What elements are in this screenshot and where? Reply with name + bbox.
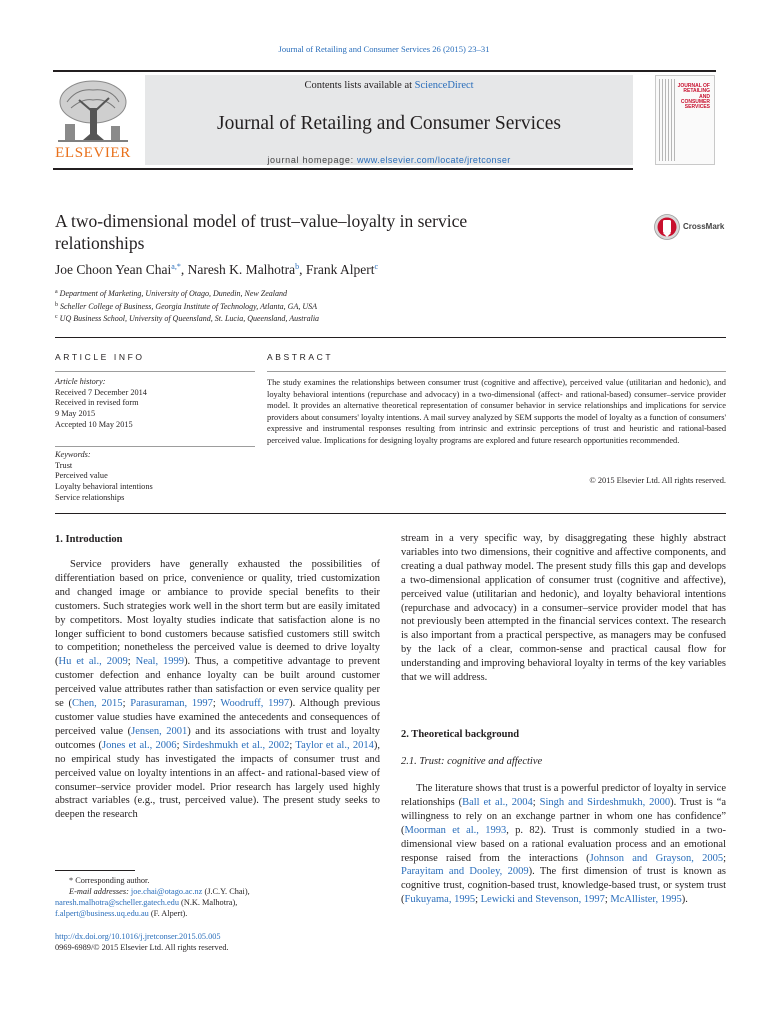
author-affil-marks[interactable]: b [295,262,300,271]
citation-link[interactable]: Parayitam and Dooley, 2009 [401,866,529,878]
cover-line: SERVICES [684,104,710,110]
email-line [55,886,380,897]
cover-line: RETAILING [683,88,710,95]
page-footer [55,931,380,953]
citation-link[interactable]: Hu et al., 2009 [58,656,128,668]
section-heading-introduction: 1. Introduction [55,534,123,545]
citation-link[interactable]: Parasuraman, 1997 [130,698,213,710]
body-text: ), no empirical study has investigated the impacts of consumer trust and perceived value on loyalty intentions in an affect- and rational-based view of consumer–service provider model. Prior research has largely used highly abstract variables (e.g., trust, perceived value). The present study seeks to deepen the research [55,739,380,821]
citation-link[interactable]: McAllister, 1995 [610,894,682,906]
journal-citation-link[interactable]: Journal of Retailing and Consumer Services 26 (2015) 23–31 [278,44,490,54]
corresponding-author-note: * Corresponding author. [69,876,150,885]
body-text: ). Trust is “a willingness to rely on an exchange partner in whom one has confidence” ( [401,796,727,836]
publisher-name: ELSEVIER [55,145,131,161]
subsection-heading-trust: 2.1. Trust: cognitive and affective [401,756,543,767]
body-text: ). Although previous customer value studies have examined the antecedents and consequences of perceived value ( [55,698,381,737]
crossmark-badge[interactable] [654,212,734,242]
author-separator: , [180,262,188,277]
affil-text: Department of Marketing, University of Otago, Dunedin, New Zealand [59,289,287,298]
contents-line [145,80,633,91]
section-heading-theoretical-background: 2. Theoretical background [401,729,520,740]
author-affil-marks[interactable]: a,* [171,262,181,271]
history-line: Received in revised form [55,398,139,408]
doi-link[interactable]: http://dx.doi.org/10.1016/j.jretconser.2015.05.005 [55,932,221,941]
masthead-banner [145,75,633,165]
citation-link[interactable]: Jones et al., 2006 [102,739,177,751]
keyword-item: Trust [55,460,73,470]
body-text: The literature shows that trust is a powerful predictor of loyalty in service relationships ( [401,783,726,808]
footnote-rule [55,870,135,871]
body-text: ) and its associations with trust and loyalty outcomes ( [55,725,380,751]
email-link[interactable]: naresh.malhotra@scheller.gatech.edu [55,898,179,907]
keywords-rule [55,446,255,447]
citation-link[interactable]: Sirdeshmukh et al., 2002 [182,739,290,751]
article-history [55,377,255,431]
cover-line: AND [699,93,710,100]
affiliation-item [55,300,655,313]
author-name: Joe Choon Yean Chai [55,262,172,277]
article-title [55,210,615,254]
front-matter-rule [55,337,726,338]
crossmark-label: CrossMark [683,222,725,231]
keyword-item: Perceived value [55,471,108,481]
abstract-heading: ABSTRACT [267,352,334,362]
sciencedirect-link[interactable]: ScienceDirect [414,80,474,91]
cover-line: JOURNAL OF [677,83,710,89]
body-top-rule [55,513,726,514]
masthead-bottom-rule [53,168,633,170]
body-text: ). The first dimension of trust is known as cognitive trust, cognition-based trust, knowledge-based trust, or system trust ( [401,866,726,906]
affil-text: UQ Business School, University of Queensland, St. Lucia, Queensland, Australia [59,314,320,323]
affil-mark: b [55,301,58,308]
left-column-body [55,558,380,822]
affiliation-item [55,287,655,300]
citation-link[interactable]: Neal, 1999 [135,656,185,668]
body-text: Service providers have generally exhausted the possibilities of differentiation based on price, convenience or quality, tried customization and changed image or ambiance to provide special benefits to their customers. Such strategies work well in the short term but are easily imitated by competitors. Most loyalty studies indicate that satisfaction alone is no longer sufficient to bond customers because satisfied customers still switch to competition; nonetheless the perceived value is deemed to drive loyalty ( [55,559,380,668]
abstract-body: The study examines the relationships between consumer trust (cognitive and affective), perceived value (utilitarian and hedonic), and loyalty behavioral intentions (repurchase and advocacy) in a two-dimensional (affect- and rational-based) consumer–service provider model. It provides an alternative theoretical representation of consumer behavior in service relationships and implications for service providers about consumers' loyalty intentions. A mail survey analyzed by SEM supports the model of loyalty as a function of consumers' expressive and instrumental responses resulting from intrinsic and extrinsic perceptions of trust and heuristic and rational-based perceived value. Implications for designing loyalty programs are explored and future research opportunities recommended. [267,378,726,445]
citation-link[interactable]: Fukuyama, 1995 [404,894,476,906]
abstract-rule [267,371,726,372]
intro-continuation: stream in a very specific way, by disaggregating these highly abstract variables into two dimensions, their cognitive and affective components, and creating a dual pathway model. The present study fills this gap and develops a two-dimensional application of consumer trust (cognitive and affective), perceived value (utilitarian and hedonic), and loyalty behavioral intentions (repurchase and advocacy) in a consumer–service provider model that has not previously been attempted in the financial services context. The research is also important from a practical perspective, as managers may be confused by the lack of a clear, common-sense and practical causal flow for understanding and improving behavioral loyalty in terms of the key variables that we will address. [401,533,726,684]
affil-mark: c [55,314,58,320]
journal-title: Journal of Retailing and Consumer Services [217,113,561,134]
journal-homepage [145,155,633,165]
affiliations [55,287,655,325]
body-text: , p. 82). Trust is commonly studied in a two-dimensional view based on a rational evaluation process and an emotional response raised from the interactions ( [401,824,726,864]
title-line-2: relationships [55,233,145,253]
keywords-label: Keywords: [55,450,91,459]
body-text: ). [681,894,688,906]
citation-link[interactable]: Moorman et al., 1993 [404,824,507,836]
abstract-copyright: © 2015 Elsevier Ltd. All rights reserved. [589,476,726,485]
email-link[interactable]: f.alpert@business.uq.edu.au [55,909,149,918]
footnotes [55,875,380,919]
elsevier-tree-logo [53,78,133,164]
citation-link[interactable]: Jensen, 2001 [131,725,188,737]
author-affil-marks[interactable]: c [374,262,379,271]
citation-link[interactable]: Lewicki and Stevenson, 1997 [480,894,605,906]
journal-masthead [53,70,716,166]
article-info-heading: ARTICLE INFO [55,352,145,362]
keyword-item: Loyalty behavioral intentions [55,482,153,492]
title-line-1: A two-dimensional model of trust–value–loyalty in service [55,211,468,231]
author-name: Frank Alpert [305,262,375,277]
crossmark-icon [654,212,680,242]
homepage-prefix: journal homepage: [267,155,357,165]
contents-prefix: Contents lists available at [304,80,415,91]
keyword-item: Service relationships [55,492,125,502]
author-name: Naresh K. Malhotra [187,262,296,277]
history-line: 9 May 2015 [55,409,96,419]
cover-title [668,84,710,110]
author-list [55,262,705,278]
email-owner: (J.C.Y. Chai), [202,887,250,896]
email-label: E-mail addresses: [69,887,131,896]
email-line [55,908,380,919]
email-owner: (N.K. Malhotra), [178,898,238,907]
citation-link[interactable]: Singh and Sirdeshmukh, 2000 [539,796,671,808]
citation-link[interactable]: Taylor et al., 2014 [295,739,374,751]
affil-mark: a [55,289,58,295]
citation-link[interactable]: Ball et al., 2004 [462,796,533,808]
trust-paragraph: The literature shows that trust is a powerful predictor of loyalty in service relationships (Ball et al., 2004; Singh and Sirdeshmukh, 2000). Trust is “a willingness to rely on an exchange partner in whom one has confidence” (Moorman et al., 1993, p. 82). Trust is commonly studied in a two-dimensional view based on a rational evaluation process and an emotional response raised from the interactions (Johnson and Grayson, 2005; Parayitam and Dooley, 2009). The first dimension of trust is known as cognitive trust, cognition-based trust, knowledge-based trust, or system trust (Fukuyama, 1995; Lewicki and Stevenson, 1997; McAllister, 1995). [401,783,727,906]
issn-line: 0969-6989/© 2015 Elsevier Ltd. All rights reserved. [55,943,229,952]
affil-text: Scheller College of Business, Georgia Institute of Technology, Atlanta, GA, USA [60,301,318,311]
history-line: Received 7 December 2014 [55,387,147,397]
citation-link[interactable]: Chen, 2015 [72,698,123,710]
intro-paragraph: Service providers have generally exhausted the possibilities of differentiation based on price, convenience or quality, tried customization and changed image or ambiance to provide special benefits to their customers. Such strategies work well in the short term but are easily imitated by competitors. Most loyalty studies indicate that satisfaction alone is no longer sufficient to bond customers because satisfied customers still switch to competition; nonetheless the perceived value is deemed to drive loyalty (Hu et al., 2009; Neal, 1999). Thus, a competitive advantage to prevent customer defection and enhance loyalty can be built around customer perceived value attributes rather than satisfaction or even service quality per se (Chen, 2015; Parasuraman, 1997; Woodruff, 1997). Although previous customer value studies have examined the antecedents and consequences of perceived value (Jensen, 2001) and its associations with trust and loyalty outcomes (Jones et al., 2006; Sirdeshmukh et al., 2002; Taylor et al., 2014), no empirical study has investigated the impacts of consumer trust and perceived value on loyalty intentions in an affect- and rational-based view of consumer–service provider model. Prior research has largely used highly abstract variables (e.g., trust, perceived value). The present study seeks to deepen the research [55,559,381,821]
right-column-trust-body [401,782,726,907]
author-separator: , [299,262,306,277]
body-text: ). Thus, a competitive advantage to prevent customer defection and enhance loyalty can be built around customer perceived value attributes rather than satisfaction or even service quality per se ( [55,656,380,710]
citation-link[interactable]: Johnson and Grayson, 2005 [589,852,724,864]
history-line: Accepted 10 May 2015 [55,419,133,429]
affiliation-item [55,312,655,325]
email-owner: (F. Alpert). [148,909,188,918]
keywords [55,450,255,504]
cover-line: CONSUMER [680,98,710,105]
email-link[interactable]: joe.chai@otago.ac.nz [130,887,203,896]
email-line [55,897,380,908]
homepage-link[interactable]: www.elsevier.com/locate/jretconser [357,155,511,165]
citation-link[interactable]: Woodruff, 1997 [220,698,290,710]
journal-cover-thumbnail[interactable] [655,75,715,165]
history-label: Article history: [55,377,106,386]
info-rule [55,371,255,372]
right-column-intro-cont [401,532,726,685]
